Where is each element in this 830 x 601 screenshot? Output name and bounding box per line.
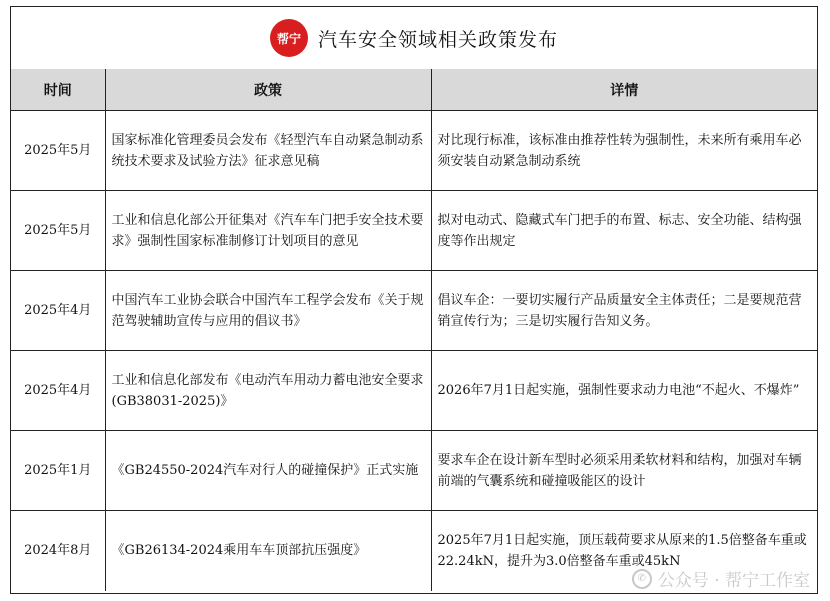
- table-row: [11, 111, 817, 191]
- brand-logo: 帮宁: [270, 19, 308, 57]
- cell-detail: 2026年7月1日起实施，强制性要求动力电池“不起火、不爆炸”: [431, 351, 817, 431]
- column-header-detail: 详情: [431, 69, 817, 111]
- cell-detail: 对比现行标准，该标准由推荐性转为强制性，未来所有乘用车必须安装自动紧急制动系统: [431, 111, 817, 191]
- wechat-icon: ✆: [632, 569, 652, 589]
- cell-policy: 《GB24550-2024汽车对行人的碰撞保护》正式实施: [105, 431, 431, 511]
- policy-table: [11, 69, 817, 591]
- cell-policy: 工业和信息化部公开征集对《汽车车门把手安全技术要求》强制性国家标准制修订计划项目的意见: [105, 191, 431, 271]
- cell-time: 2025年4月: [11, 351, 105, 431]
- column-header-time: 时间: [11, 69, 105, 111]
- table-row: [11, 351, 817, 431]
- title-bar: [11, 7, 817, 70]
- policy-table-frame: [10, 6, 818, 594]
- cell-time: 2025年1月: [11, 431, 105, 511]
- table-row: [11, 271, 817, 351]
- cell-time: 2025年5月: [11, 111, 105, 191]
- cell-time: 2025年4月: [11, 271, 105, 351]
- cell-detail: 要求车企在设计新车型时必须采用柔软材料和结构，加强对车辆前端的气囊系统和碰撞吸能区的设计: [431, 431, 817, 511]
- cell-detail: 拟对电动式、隐藏式车门把手的布置、标志、安全功能、结构强度等作出规定: [431, 191, 817, 271]
- table-row: [11, 431, 817, 511]
- column-header-policy: 政策: [105, 69, 431, 111]
- cell-policy: 中国汽车工业协会联合中国汽车工程学会发布《关于规范驾驶辅助宣传与应用的倡议书》: [105, 271, 431, 351]
- cell-policy: 国家标准化管理委员会发布《轻型汽车自动紧急制动系统技术要求及试验方法》征求意见稿: [105, 111, 431, 191]
- cell-time: 2024年8月: [11, 511, 105, 591]
- table-row: [11, 191, 817, 271]
- cell-detail: 倡议车企：一要切实履行产品质量安全主体责任；二是要规范营销宣传行为；三是切实履行告知义务。: [431, 271, 817, 351]
- cell-detail: 2025年7月1日起实施，顶压载荷要求从原来的1.5倍整备车重或22.24kN，提升为3.0倍整备车重或45kN: [437, 532, 807, 569]
- cell-policy: 工业和信息化部发布《电动汽车用动力蓄电池安全要求(GB38031-2025)》: [105, 351, 431, 431]
- table-header-row: [11, 69, 817, 111]
- watermark: [632, 566, 810, 591]
- cell-time: 2025年5月: [11, 191, 105, 271]
- page-title: 汽车安全领域相关政策发布: [317, 28, 558, 51]
- cell-policy: 《GB26134-2024乘用车车顶部抗压强度》: [105, 511, 431, 591]
- watermark-text: 公众号 · 帮宁工作室: [657, 571, 810, 591]
